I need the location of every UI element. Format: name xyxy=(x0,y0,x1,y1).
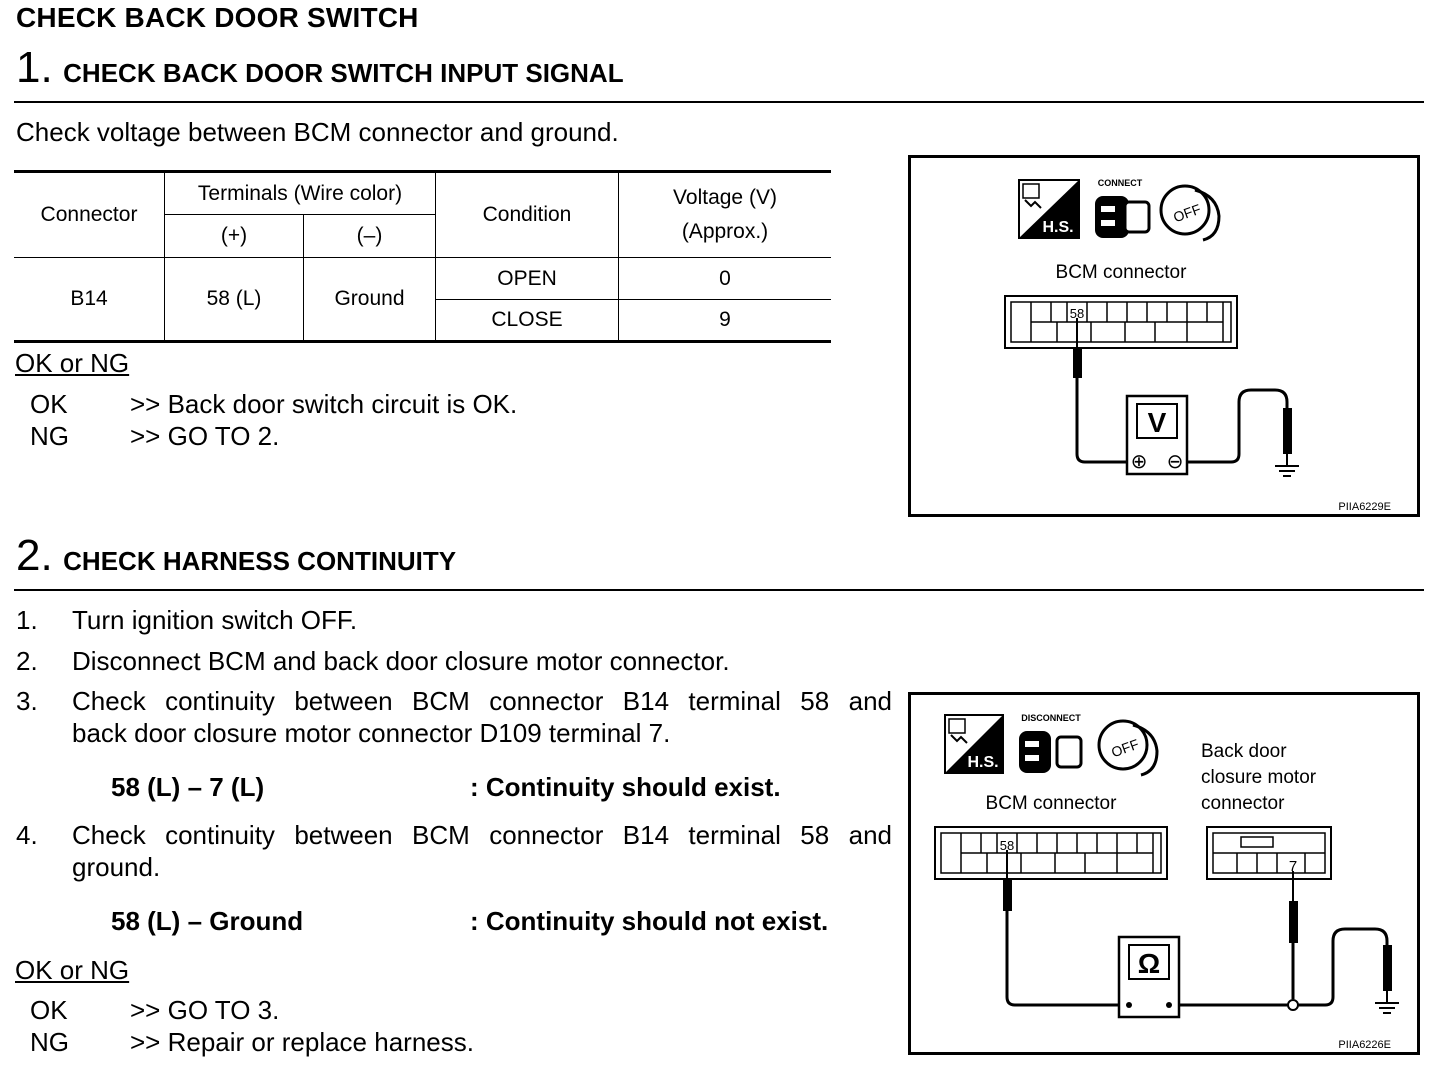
table-row xyxy=(14,258,831,300)
terminal-58-label: 58 xyxy=(999,838,1015,853)
ok-text: >> GO TO 3. xyxy=(130,995,280,1025)
bcm-connector-label: BCM connector xyxy=(1055,262,1187,283)
ignition-key-off-icon xyxy=(1161,186,1219,240)
figure-voltage-check-drawing xyxy=(911,158,1417,514)
cell-minus: Ground xyxy=(304,258,436,342)
item-text: Turn ignition switch OFF. xyxy=(72,605,358,635)
disconnect-icon xyxy=(1019,713,1081,773)
cell-condition: OPEN xyxy=(436,258,619,300)
step2-results xyxy=(30,995,630,1065)
step2-procedure-list-cont xyxy=(16,820,896,890)
th-plus: (+) xyxy=(165,215,304,258)
step1-results xyxy=(30,389,630,459)
motor-connector-label-line2: closure motor xyxy=(1201,767,1317,788)
ng-text: >> GO TO 2. xyxy=(130,421,280,451)
step1-divider xyxy=(14,101,1424,103)
figure1-code: PIIA6229E xyxy=(1338,501,1391,513)
ground-icon xyxy=(1275,466,1299,476)
step2-header xyxy=(16,531,457,580)
motor-connector-label-line3: connector xyxy=(1201,793,1285,814)
cell-voltage: 0 xyxy=(619,258,832,300)
ohmmeter-symbol: Ω xyxy=(1137,948,1161,979)
ng-text: >> Repair or replace harness. xyxy=(130,1027,474,1057)
ignition-key-off-icon xyxy=(1099,721,1157,775)
th-terminals: Terminals (Wire color) xyxy=(165,172,436,215)
item-number: 3. xyxy=(16,686,38,716)
item-number: 4. xyxy=(16,820,38,850)
connect-label: CONNECT xyxy=(1097,178,1143,188)
item-text: Check continuity between BCM connector B14 terminal 58 and xyxy=(72,686,892,716)
spec1-pins: 58 (L) – 7 (L) xyxy=(111,772,265,802)
item-text: ground. xyxy=(72,852,161,882)
th-voltage xyxy=(619,172,832,258)
step1-ok-or-ng: OK or NG xyxy=(15,348,130,378)
step1-instruction: Check voltage between BCM connector and ground. xyxy=(16,117,619,147)
ohmmeter xyxy=(1119,937,1179,1017)
key-off-label: OFF xyxy=(1171,200,1203,226)
ng-label: NG xyxy=(30,421,69,451)
voltmeter-symbol: V xyxy=(1147,407,1167,438)
motor-connector-label-line1: Back door xyxy=(1201,741,1287,762)
ground-icon xyxy=(1375,1003,1399,1013)
terminal-7-label: 7 xyxy=(1288,858,1298,875)
spec2-result: : Continuity should not exist. xyxy=(470,906,829,936)
item-number: 2. xyxy=(16,646,38,676)
step1-number: 1. xyxy=(16,43,53,92)
ng-label: NG xyxy=(30,1027,69,1057)
step1-heading: CHECK BACK DOOR SWITCH INPUT SIGNAL xyxy=(63,58,624,88)
ok-label: OK xyxy=(30,995,68,1025)
item-text: Disconnect BCM and back door closure motor connector. xyxy=(72,646,730,676)
terminal-58-label: 58 xyxy=(1069,306,1085,321)
spec2-pins: 58 (L) – Ground xyxy=(111,906,304,936)
step2-heading: CHECK HARNESS CONTINUITY xyxy=(63,546,457,576)
spec1-result: : Continuity should exist. xyxy=(470,772,781,802)
hs-label: H.S. xyxy=(1042,219,1074,236)
item-text: back door closure motor connector D109 terminal 7. xyxy=(72,718,671,748)
cell-plus: 58 (L) xyxy=(165,258,304,342)
ok-label: OK xyxy=(30,389,68,419)
th-minus: (–) xyxy=(304,215,436,258)
minus-terminal-icon: ⊖ xyxy=(1166,451,1184,473)
step2-divider xyxy=(14,589,1424,591)
motor-connector xyxy=(1207,827,1331,879)
item-number: 1. xyxy=(16,605,38,635)
step1-header xyxy=(16,43,624,92)
th-condition: Condition xyxy=(436,172,619,258)
item-text: Check continuity between BCM connector B14 terminal 58 and xyxy=(72,820,892,850)
bcm-connector-label: BCM connector xyxy=(985,793,1117,814)
bcm-connector xyxy=(935,827,1167,879)
hand-tester-icon xyxy=(1019,180,1079,238)
hs-label: H.S. xyxy=(967,754,999,771)
th-voltage-line1: Voltage (V) xyxy=(673,186,777,210)
voltage-spec-table xyxy=(14,170,831,343)
bcm-connector xyxy=(1005,296,1237,348)
hand-tester-icon xyxy=(945,715,1003,773)
figure-voltage-check xyxy=(908,155,1420,517)
voltmeter xyxy=(1127,396,1187,474)
cell-connector: B14 xyxy=(14,258,165,342)
ok-text: >> Back door switch circuit is OK. xyxy=(130,389,518,419)
figure-continuity-check xyxy=(908,692,1420,1055)
figure2-code: PIIA6226E xyxy=(1338,1039,1391,1051)
figure-continuity-check-drawing xyxy=(911,695,1417,1052)
disconnect-label: DISCONNECT xyxy=(1021,713,1081,723)
cell-condition: CLOSE xyxy=(436,300,619,342)
plus-terminal-icon: ⊕ xyxy=(1130,451,1148,473)
connect-icon xyxy=(1095,178,1149,238)
page-title: CHECK BACK DOOR SWITCH xyxy=(16,2,419,33)
cell-voltage: 9 xyxy=(619,300,832,342)
key-off-label: OFF xyxy=(1109,735,1141,761)
step2-ok-or-ng: OK or NG xyxy=(15,955,130,985)
step2-number: 2. xyxy=(16,531,53,580)
th-voltage-line2: (Approx.) xyxy=(681,220,769,243)
th-connector: Connector xyxy=(14,172,165,258)
